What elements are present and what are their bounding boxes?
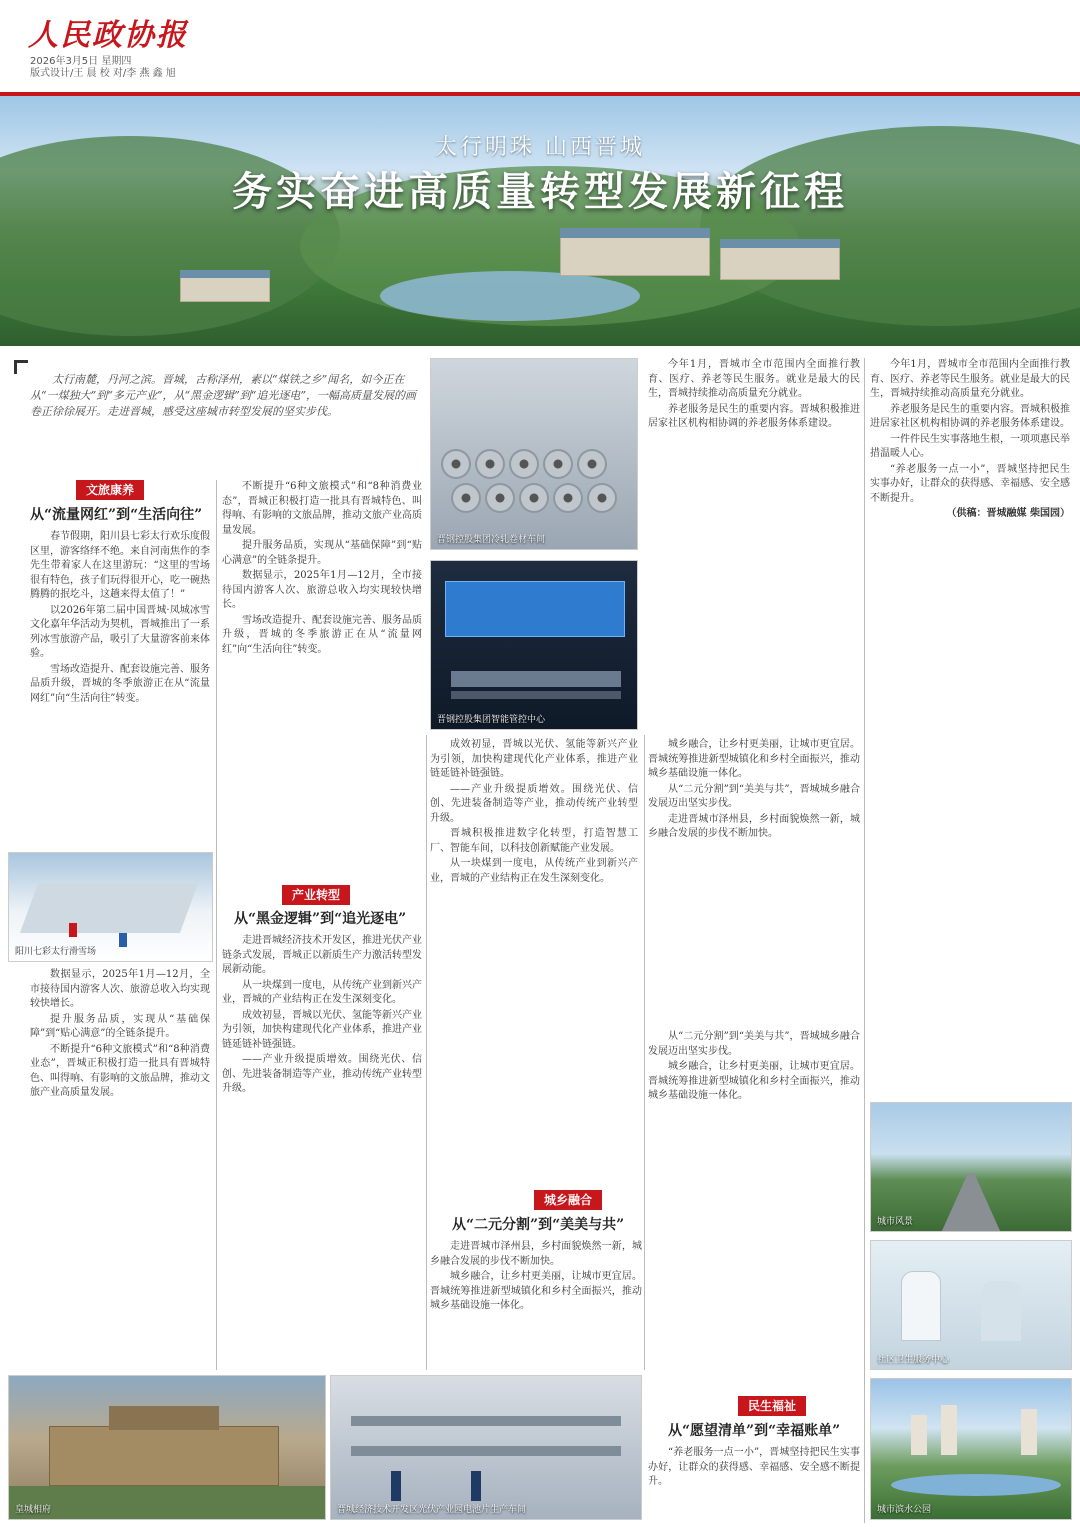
paragraph: 以2026年第二届中国晋城·凤城冰雪文化嘉年华活动为契机，晋城推出了一系列冰雪旅游产品，吸引了大量游客前来体验。 — [30, 604, 210, 659]
column-rural-top — [648, 738, 860, 1018]
column-right-top-left — [648, 358, 860, 730]
photo-caption: 晋城经济技术开发区光伏产业园电池片生产车间 — [337, 1505, 527, 1515]
masthead — [0, 0, 1080, 82]
column-rural — [430, 1240, 642, 1370]
photo-waterfront-park — [870, 1378, 1072, 1520]
column-divider — [864, 358, 865, 1523]
paragraph: “养老服务一点一小”，晋城坚持把民生实事办好，让群众的获得感、幸福感、安全感不断提升。 — [648, 1447, 860, 1487]
paragraph: ——产业升级提质增效。围绕光伏、信创、先进装备制造等产业，推动传统产业转型升级。 — [430, 783, 638, 824]
paragraph: 春节假期，阳川县七彩太行欢乐度假区里，游客络绎不绝。来自河南焦作的李先生带着家人在这里游玩：“这里的雪场很有特色，孩子们玩得很开心，吃一碗热腾腾的抿圪斗，这趟来得太值了！” — [30, 531, 210, 600]
photo-ski-resort — [8, 852, 213, 962]
paragraph: 不断提升“6种文旅模式”和“8种消费业态”，晋城正积极打造一批具有晋城特色、叫得响、有影响的文旅品牌，推动文旅产业高质量发展。 — [222, 481, 422, 536]
paragraph: 成效初显，晋城以光伏、氢能等新兴产业为引领，加快构建现代化产业体系，推进产业链延链补链强链。 — [430, 739, 638, 779]
paragraph: 提升服务品质，实现从“基础保障”到“贴心满意”的全链条提升。 — [30, 1013, 210, 1039]
photo-caption: 社区卫生服务中心 — [877, 1355, 950, 1365]
paragraph: 从一块煤到一度电，从传统产业到新兴产业，晋城的产业结构正在发生深刻变化。 — [222, 979, 422, 1005]
column-industry — [222, 934, 422, 1354]
column-culture-bottom — [30, 968, 210, 1368]
newspaper-logo: 人民政协报 — [28, 18, 188, 53]
paragraph: 数据显示，2025年1月—12月，全市接待国内游客人次、旅游总收入均实现较快增长。 — [30, 969, 210, 1009]
photo-control-center — [430, 560, 638, 730]
photo-community-clinic — [870, 1240, 1072, 1370]
hero-banner — [0, 96, 1080, 346]
paragraph: “养老服务一点一小”，晋城坚持把民生实事办好，让群众的获得感、幸福感、安全感不断提升。 — [870, 463, 1070, 504]
photo-caption: 皇城相府 — [15, 1505, 52, 1515]
section-heading-culture: 从“流量网红”到“生活向往” — [30, 507, 203, 523]
paragraph: 一件件民生实事落地生根，一项项惠民举措温暖人心。 — [870, 433, 1070, 459]
paragraph: 不断提升“6种文旅模式”和“8种消费业态”，晋城正积极打造一批具有晋城特色、叫得响、有影响的文旅品牌，推动文旅产业高质量发展。 — [30, 1043, 210, 1098]
paragraph: 走进晋城市泽州县，乡村面貌焕然一新，城乡融合发展的步伐不断加快。 — [648, 813, 860, 839]
byline: （供稿：晋城融媒 柴国园） — [946, 508, 1070, 519]
paragraph: 城乡融合，让乡村更美丽，让城市更宜居。晋城统筹推进新型城镇化和乡村全面振兴，推动城乡基础设施一体化。 — [648, 739, 860, 779]
paragraph: ——产业升级提质增效。围绕光伏、信创、先进装备制造等产业，推动传统产业转型升级。 — [222, 1054, 422, 1094]
photo-solar-factory — [330, 1375, 642, 1520]
photo-steel-coils — [430, 358, 638, 550]
column-culture-continued — [222, 480, 422, 870]
photo-caption: 晋钢控股集团冷轧卷材车间 — [437, 535, 546, 545]
section-heading-livelihood: 从“愿望清单”到“幸福账单” — [668, 1423, 841, 1439]
photo-historic-courtyard — [8, 1375, 326, 1520]
paragraph: 走进晋城市泽州县，乡村面貌焕然一新，城乡融合发展的步伐不断加快。 — [430, 1241, 642, 1267]
column-divider — [644, 735, 645, 1370]
section-tag-industry: 产业转型 — [282, 885, 350, 905]
column-rural-continued — [648, 1030, 860, 1370]
hero-subtitle: 太行明珠 山西晋城 — [435, 135, 645, 160]
paragraph: 城乡融合，让乡村更美丽，让城市更宜居。晋城统筹推进新型城镇化和乡村全面振兴，推动城乡基础设施一体化。 — [430, 1271, 642, 1311]
paragraph: 雪场改造提升、配套设施完善、服务品质升级，晋城的冬季旅游正在从“流量网红”向“生活向往”转变。 — [30, 663, 210, 704]
section-tag-rural: 城乡融合 — [534, 1190, 602, 1210]
column-divider — [216, 480, 217, 1370]
section-tag-culture: 文旅康养 — [76, 480, 144, 500]
paragraph: 晋城积极推进数字化转型，打造智慧工厂、智能车间，以科技创新赋能产业发展。 — [430, 828, 638, 854]
issue-meta — [30, 56, 176, 80]
photo-city-road — [870, 1102, 1072, 1232]
paragraph: 数据显示，2025年1月—12月，全市接待国内游客人次、旅游总收入均实现较快增长。 — [222, 570, 422, 610]
column-livelihood-right — [870, 358, 1070, 1028]
paragraph: 雪场改造提升、配套设施完善、服务品质升级，晋城的冬季旅游正在从“流量网红”向“生活向往”转变。 — [222, 614, 422, 655]
issue-date: 2026年3月5日 星期四 — [30, 56, 132, 67]
paragraph: 从“二元分割”到“美美与共”，晋城城乡融合发展迈出坚实步伐。 — [648, 1031, 860, 1057]
section-heading-rural: 从“二元分割”到“美美与共” — [452, 1217, 625, 1233]
column-divider — [426, 735, 427, 1370]
section-heading-industry: 从“黑金逻辑”到“追光逐电” — [234, 911, 407, 927]
column-culture-top — [30, 530, 210, 890]
paragraph: 从“二元分割”到“美美与共”，晋城城乡融合发展迈出坚实步伐。 — [648, 783, 860, 809]
paragraph: 成效初显，晋城以光伏、氢能等新兴产业为引领，加快构建现代化产业体系，推进产业链延链补链强链。 — [222, 1009, 422, 1050]
photo-caption: 阳川七彩太行滑雪场 — [15, 947, 97, 957]
column-livelihood — [648, 1446, 860, 1522]
section-tag-livelihood: 民生福祉 — [738, 1396, 806, 1416]
issue-credits: 版式设计/王 晨 校 对/李 燕 鑫 旭 — [30, 68, 176, 79]
column-industry-continued — [430, 738, 638, 1178]
photo-caption: 晋钢控股集团智能管控中心 — [437, 715, 546, 725]
paragraph: 今年1月，晋城市全市范围内全面推行教育、医疗、养老等民生服务。就业是最大的民生，晋城持续推动高质量充分就业。 — [870, 359, 1070, 399]
paragraph: 今年1月，晋城市全市范围内全面推行教育、医疗、养老等民生服务。就业是最大的民生，晋城持续推动高质量充分就业。 — [648, 359, 860, 399]
photo-caption: 城市滨水公园 — [877, 1505, 932, 1515]
paragraph: 养老服务是民生的重要内容。晋城积极推进居家社区机构相协调的养老服务体系建设。 — [870, 403, 1070, 429]
hero-title: 务实奋进高质量转型发展新征程 — [232, 168, 848, 215]
paragraph: 走进晋城经济技术开发区，推进光伏产业链条式发展，晋城正以新质生产力激活转型发展新动能。 — [222, 935, 422, 975]
paragraph: 养老服务是民生的重要内容。晋城积极推进居家社区机构相协调的养老服务体系建设。 — [648, 403, 860, 429]
lead-paragraph: 太行南麓，丹河之滨。晋城，古称泽州，素以“煤铁之乡”闻名，如今正在从“一煤独大”到“多元产业”，从“黑金逻辑”到“追光逐电”，一幅高质量发展的画卷正徐徐展开。走进晋城，感受这座城市转型发展的坚实步伐。 — [30, 373, 416, 418]
paragraph: 城乡融合，让乡村更美丽，让城市更宜居。晋城统筹推进新型城镇化和乡村全面振兴，推动城乡基础设施一体化。 — [648, 1061, 860, 1101]
photo-caption: 城市风景 — [877, 1217, 914, 1227]
paragraph: 提升服务品质，实现从“基础保障”到“贴心满意”的全链条提升。 — [222, 540, 422, 566]
paragraph: 从一块煤到一度电，从传统产业到新兴产业，晋城的产业结构正在发生深刻变化。 — [430, 858, 638, 884]
quote-mark-icon — [14, 360, 28, 374]
